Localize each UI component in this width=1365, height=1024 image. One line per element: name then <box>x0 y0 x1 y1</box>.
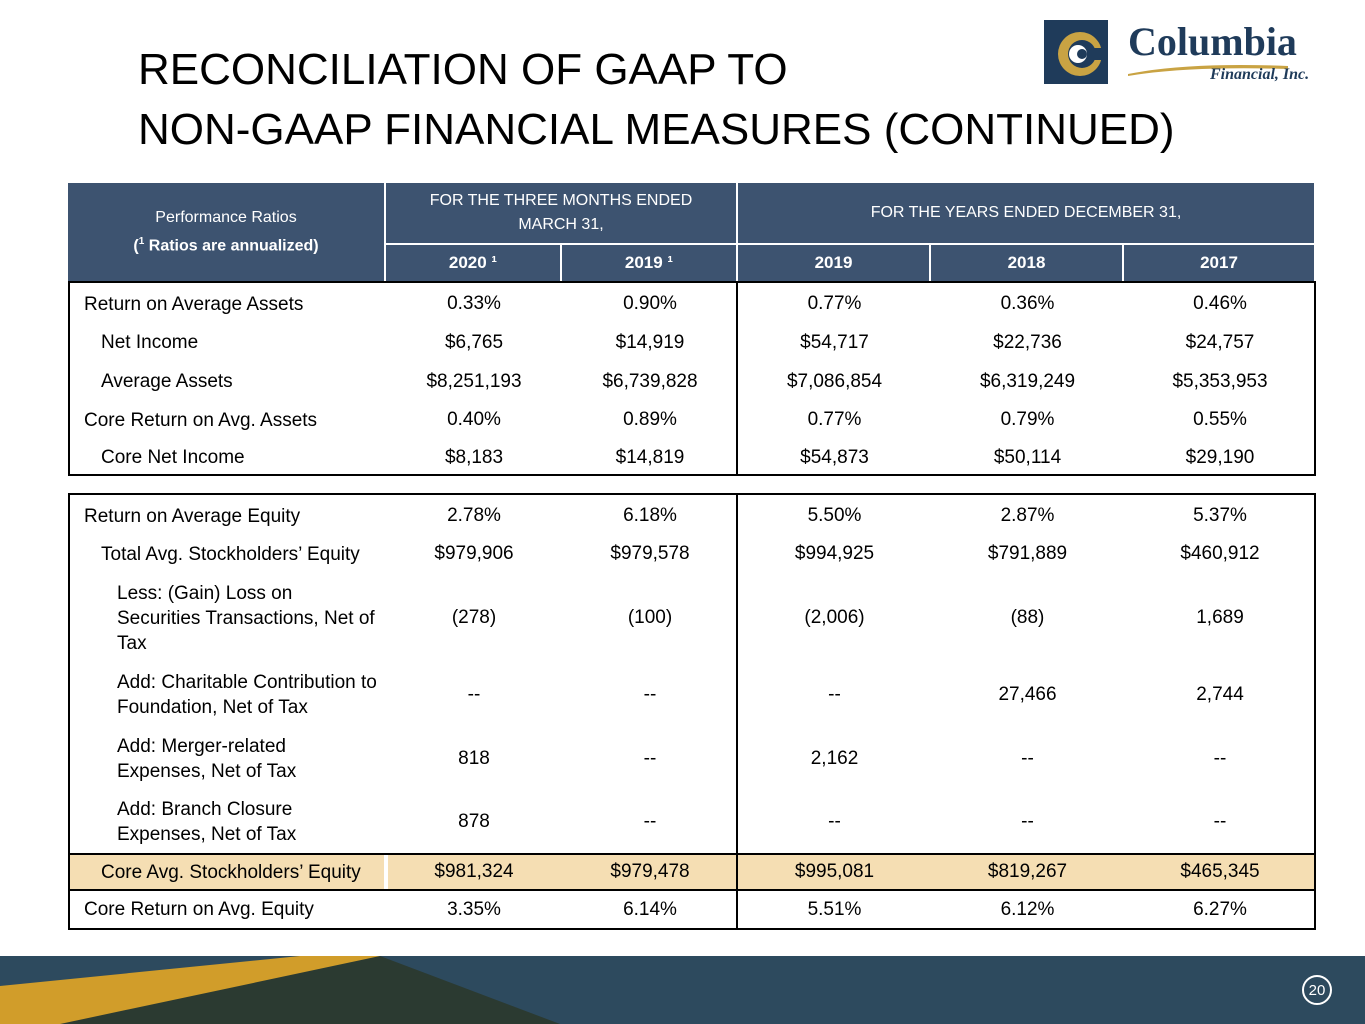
header-year-2019: 2019 <box>736 243 929 281</box>
row-label: Less: (Gain) Loss on Securities Transactions, Net of Tax <box>117 582 375 654</box>
row-label: Add: Charitable Contribution to Foundation, Net of Tax <box>117 672 377 718</box>
row-value: $6,319,249 <box>979 370 1076 392</box>
row-value: $54,717 <box>800 331 869 353</box>
row-value: 0.40% <box>447 409 501 430</box>
row-value: $5,353,953 <box>1172 370 1268 392</box>
row-value: $7,086,854 <box>786 370 883 392</box>
header-year-2019-q: 2019 ¹ <box>560 243 736 281</box>
assets-table <box>68 281 1316 476</box>
row-value: (2,006) <box>804 607 865 628</box>
row-value: (100) <box>627 607 673 628</box>
row-value: $8,251,193 <box>426 370 522 392</box>
header-year-2018: 2018 <box>929 243 1122 281</box>
row-value: -- <box>643 811 657 832</box>
table-row <box>70 791 1314 853</box>
row-label: Add: Branch Closure Expenses, Net of Tax <box>117 799 297 845</box>
row-label: Core Return on Avg. Equity <box>84 899 314 920</box>
row-value: $979,478 <box>610 861 690 882</box>
title-line-2: NON-GAAP FINANCIAL MEASURES (CONTINUED) <box>138 105 1175 154</box>
row-value: 5.50% <box>807 505 862 526</box>
logo-name: Columbia <box>1128 19 1297 64</box>
row-label: Add: Merger-related Expenses, Net of Tax <box>117 736 297 782</box>
equity-table <box>68 493 1316 930</box>
columbia-emblem-icon <box>1044 20 1108 84</box>
row-label: Net Income <box>101 332 199 353</box>
table-row <box>70 285 1314 323</box>
row-value: $465,345 <box>1180 861 1260 882</box>
row-value: 0.77% <box>807 409 862 430</box>
row-value: -- <box>828 684 841 705</box>
row-value: 878 <box>458 811 490 832</box>
row-value: -- <box>643 748 657 769</box>
table-row <box>70 497 1314 535</box>
row-label: Return on Average Assets <box>84 293 304 315</box>
row-value: (278) <box>451 607 497 628</box>
row-value: 0.77% <box>807 293 862 314</box>
table-row <box>70 573 1314 663</box>
row-value: $819,267 <box>987 861 1068 882</box>
row-value: 0.55% <box>1193 409 1247 430</box>
row-value: -- <box>828 811 841 832</box>
row-value: 5.37% <box>1193 505 1247 526</box>
row-value: 0.33% <box>447 293 501 314</box>
row-value: $24,757 <box>1185 331 1255 353</box>
row-value: $981,324 <box>434 861 514 882</box>
row-label: Core Avg. Stockholders’ Equity <box>101 861 361 883</box>
row-value: -- <box>1021 811 1034 832</box>
row-value: $14,919 <box>615 331 685 353</box>
row-value: $6,765 <box>444 331 504 353</box>
row-value: 0.36% <box>1000 293 1055 314</box>
row-value: -- <box>1021 748 1034 769</box>
table-row <box>70 401 1314 439</box>
row-value: 3.35% <box>447 898 501 920</box>
header-group-three-months: FOR THE THREE MONTHS ENDED MARCH 31, <box>384 183 736 243</box>
header-group-years: FOR THE YEARS ENDED DECEMBER 31, <box>736 183 1314 243</box>
table-row <box>70 891 1314 928</box>
row-value: (88) <box>1010 607 1045 628</box>
row-value: -- <box>1213 748 1227 769</box>
row-value: 2,744 <box>1196 684 1244 705</box>
table-row <box>70 535 1314 573</box>
row-value: $22,736 <box>993 331 1062 353</box>
row-value: 27,466 <box>998 684 1057 705</box>
row-value: 0.90% <box>623 293 677 314</box>
row-value: $460,912 <box>1180 543 1260 564</box>
header-left-title: Performance Ratios <box>155 208 297 226</box>
row-value: 6.14% <box>623 898 677 920</box>
header-year-2020: 2020 ¹ <box>384 243 560 281</box>
row-value: 2.78% <box>447 505 501 526</box>
row-value: $979,578 <box>610 543 690 564</box>
row-value: $994,925 <box>794 543 875 564</box>
table-row <box>70 439 1314 476</box>
page-number: 20 <box>1302 975 1332 1005</box>
row-label: Return on Average Equity <box>84 505 301 527</box>
table-row <box>70 727 1314 791</box>
row-value: 6.12% <box>1000 898 1055 920</box>
table-row <box>70 663 1314 727</box>
row-value: -- <box>643 684 657 705</box>
columbia-logo <box>1044 18 1340 88</box>
row-value: 2,162 <box>810 748 859 769</box>
row-value: $979,906 <box>434 543 514 564</box>
header-year-2017: 2017 <box>1122 243 1314 281</box>
row-value: 0.79% <box>1000 409 1055 430</box>
row-value: $50,114 <box>993 446 1062 468</box>
slide-title <box>138 40 1175 160</box>
row-value: -- <box>467 684 481 705</box>
row-label: Core Return on Avg. Assets <box>84 409 318 431</box>
title-line-1: RECONCILIATION OF GAAP TO <box>138 45 788 94</box>
header-left-note: ($^1$ Ratios are annualized) <box>133 235 319 255</box>
table-row-highlight <box>70 853 1314 891</box>
table-divider <box>736 495 738 928</box>
row-value: 0.89% <box>623 409 677 430</box>
row-label: Average Assets <box>101 371 233 392</box>
row-value: 0.46% <box>1193 293 1247 314</box>
row-label: Core Net Income <box>101 447 245 468</box>
row-value: $995,081 <box>794 861 875 882</box>
row-value: -- <box>1213 811 1227 832</box>
row-value: 6.27% <box>1193 898 1247 920</box>
table-row <box>70 362 1314 401</box>
row-value: $14,819 <box>615 446 685 468</box>
row-value: $8,183 <box>444 446 504 468</box>
row-value: $791,889 <box>987 543 1068 564</box>
row-value: 5.51% <box>807 898 862 920</box>
row-value: 6.18% <box>623 505 677 526</box>
row-value: 818 <box>458 748 490 769</box>
logo-subtitle: Financial, Inc. <box>1210 66 1310 83</box>
table-row <box>70 323 1314 362</box>
row-label: Total Avg. Stockholders’ Equity <box>101 543 360 565</box>
footer-band <box>0 956 1365 1024</box>
row-value: 1,689 <box>1196 607 1244 628</box>
row-value: $6,739,828 <box>602 370 698 392</box>
row-value: $54,873 <box>800 446 869 468</box>
header-performance-ratios <box>68 183 384 281</box>
row-value: $29,190 <box>1185 446 1255 468</box>
row-value: 2.87% <box>1000 505 1055 526</box>
